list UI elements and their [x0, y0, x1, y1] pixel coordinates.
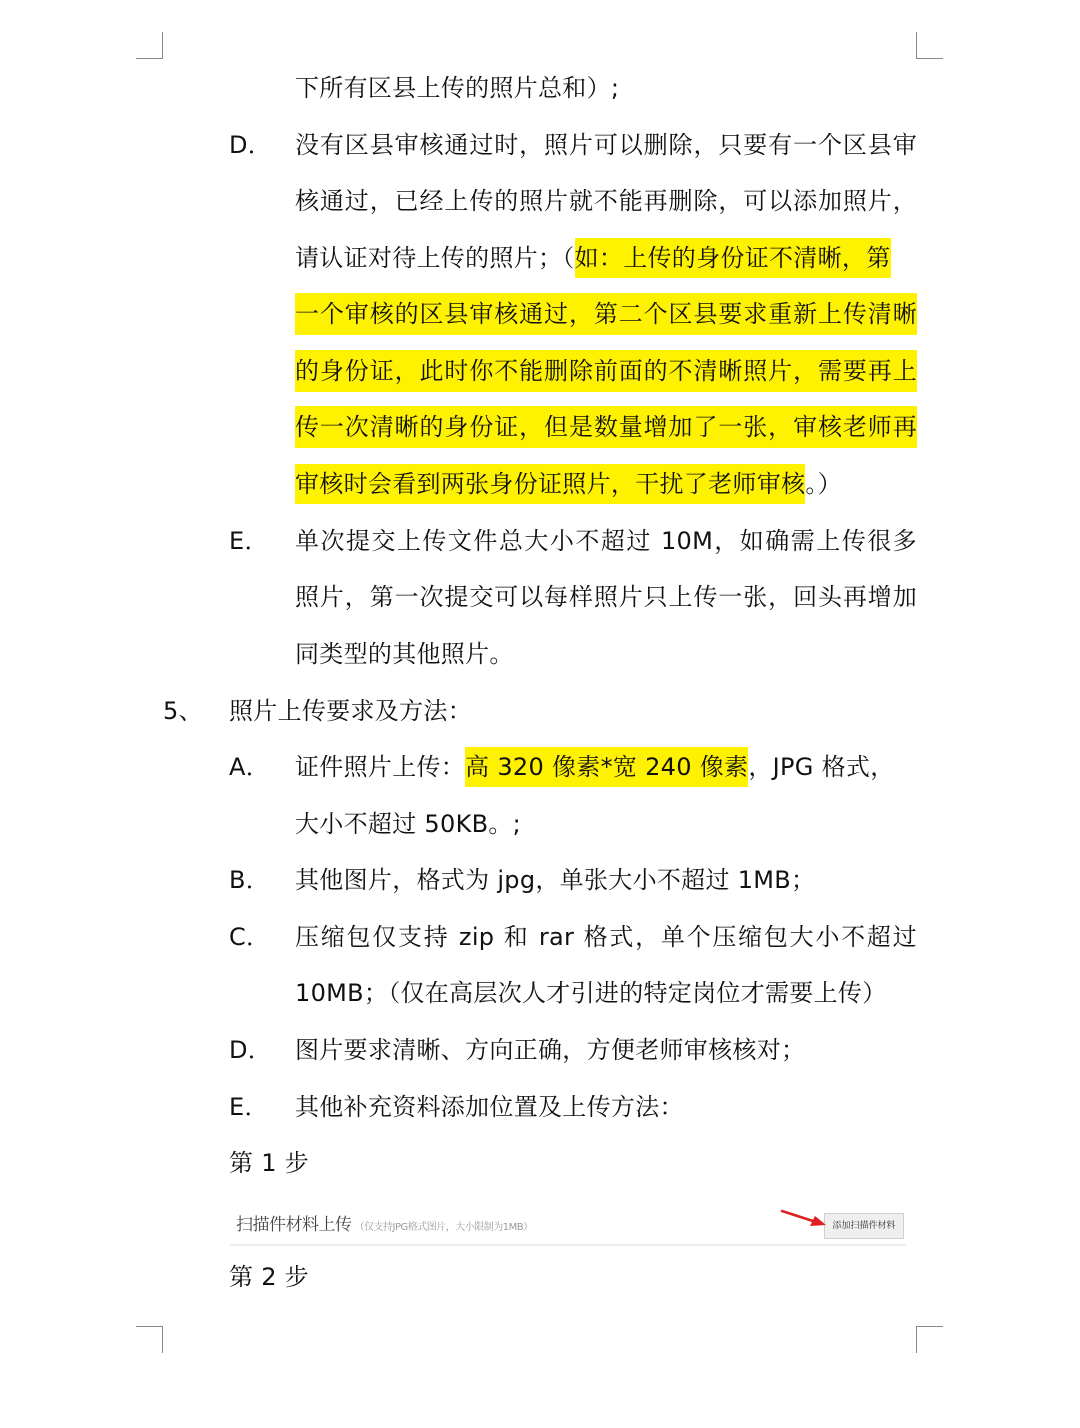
scan-upload-title-text: 扫描件材料上传	[236, 1215, 352, 1235]
section-number: 5、	[163, 697, 203, 725]
list-marker: C．	[229, 923, 271, 951]
add-scan-material-button[interactable]: 添加扫描件材料	[824, 1213, 904, 1239]
page-corner-mark	[136, 32, 163, 59]
scan-upload-title	[236, 1210, 533, 1235]
highlighted-text-line: 的身份证，此时你不能删除前面的不清晰照片，需要再上	[295, 350, 917, 392]
text-line: 没有区县审核通过时，照片可以删除，只要有一个区县审	[295, 131, 917, 159]
red-arrow-icon	[780, 1208, 830, 1230]
list-marker: D．	[229, 1036, 273, 1064]
list-marker: D．	[229, 131, 273, 159]
highlighted-text: 如：上传的身份证不清晰，第	[575, 238, 891, 278]
text-line: 同类型的其他照片。	[295, 640, 514, 668]
scan-upload-note: （仅支持JPG格式图片，大小限制为1MB）	[354, 1222, 533, 1233]
text-line: 下所有区县上传的照片总和）;	[295, 74, 620, 102]
text-run: ，JPG 格式，	[748, 753, 895, 781]
text-line	[295, 237, 917, 279]
text-line: 照片，第一次提交可以每样照片只上传一张，回头再增加	[295, 583, 917, 611]
text-line: 其他图片，格式为 jpg，单张大小不超过 1MB；	[295, 866, 816, 894]
text-line	[295, 463, 917, 505]
highlighted-text: 审核时会看到两张身份证照片，干扰了老师审核	[295, 464, 805, 504]
text-line: 压缩包仅支持 zip 和 rar 格式，单个压缩包大小不超过	[295, 923, 917, 951]
text-line: 其他补充资料添加位置及上传方法：	[295, 1093, 684, 1121]
list-marker: E．	[229, 527, 269, 555]
text-run: 。）	[805, 470, 842, 498]
section-title: 照片上传要求及方法：	[229, 697, 472, 725]
text-run: 请认证对待上传的照片；（	[295, 244, 575, 272]
step-label: 第 1 步	[229, 1149, 310, 1177]
page-corner-mark	[136, 1326, 163, 1353]
text-line: 10MB；（仅在高层次人才引进的特定岗位才需要上传）	[295, 979, 887, 1007]
text-line: 核通过，已经上传的照片就不能再删除，可以添加照片，	[295, 187, 917, 215]
highlighted-text-line: 传一次清晰的身份证，但是数量增加了一张，审核老师再	[295, 406, 917, 448]
list-marker: E．	[229, 1093, 269, 1121]
page-corner-mark	[916, 32, 943, 59]
step-label: 第 2 步	[229, 1263, 310, 1291]
list-marker: B．	[229, 866, 271, 894]
highlighted-text-line: 一个审核的区县审核通过，第二个区县要求重新上传清晰	[295, 293, 917, 335]
list-marker: A．	[229, 753, 271, 781]
text-line: 大小不超过 50KB。;	[295, 810, 522, 838]
text-line: 图片要求清晰、方向正确，方便老师审核核对；	[295, 1036, 806, 1064]
text-line: 单次提交上传文件总大小不超过 10M，如确需上传很多	[295, 527, 917, 555]
text-run: 证件照片上传：	[295, 753, 466, 781]
page-corner-mark	[916, 1326, 943, 1353]
highlighted-text: 高 320 像素*宽 240 像素	[465, 747, 748, 787]
text-line	[295, 746, 917, 788]
